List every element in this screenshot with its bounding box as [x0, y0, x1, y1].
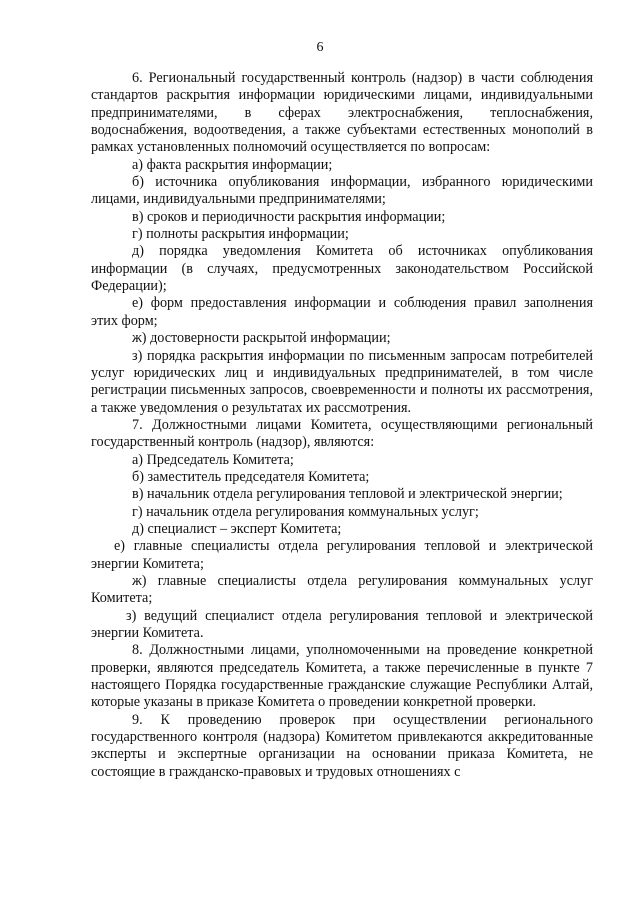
list-item-6b: б) источника опубликования информации, избранного юридическими лицами, индивидуальными предпринимателями;	[91, 174, 593, 208]
paragraph-8: 8. Должностными лицами, уполномоченными на проведение конкретной проверки, являются председатель Комитета, а также перечисленные в пункте 7 настоящего Порядка государственные гражданские служащие Республики Алтай, которые указаны в приказе Комитета о проведении конкретной проверки.	[91, 642, 593, 711]
document-body	[91, 70, 593, 781]
list-item-7g: ж) главные специалисты отдела регулирования коммунальных услуг Комитета;	[91, 572, 593, 607]
list-item-6d: г) полноты раскрытия информации;	[132, 226, 349, 243]
list-item-7c: в) начальник отдела регулирования тепловой и электрической энергии;	[132, 486, 563, 503]
list-item-7e: д) специалист – эксперт Комитета;	[132, 520, 342, 537]
paragraph-6: 6. Региональный государственный контроль (надзор) в части соблюдения стандартов раскрытия информации юридическими лицами, индивидуальными предпринимателями, в сферах электроснабжения, теплоснабжения, водоснабжения, водоотведения, а также субъектами естественных монополий в рамках установленных полномочий осуществляется по вопросам:	[91, 70, 593, 156]
paragraph-9: 9. К проведению проверок при осуществлении регионального государственного контроля (надзора) Комитетом привлекаются аккредитованные эксперты и экспертные организации на основании приказа Комитета, не состоящие в гражданско-правовых и трудовых отношениях с	[91, 711, 593, 780]
paragraph-7: 7. Должностными лицами Комитета, осуществляющими региональный государственный контроль (надзор), являются:	[91, 416, 593, 451]
list-item-6g: ж) достоверности раскрытой информации;	[132, 330, 391, 347]
list-item-6e: д) порядка уведомления Комитета об источниках опубликования информации (в случаях, предусмотренных законодательством Российской Федерации);	[91, 243, 593, 295]
list-item-7a: а) Председатель Комитета;	[132, 451, 294, 468]
list-item-7b: б) заместитель председателя Комитета;	[132, 468, 370, 485]
list-item-7f: е) главные специалисты отдела регулирования тепловой и электрической энергии Комитета;	[91, 538, 593, 572]
list-item-6h: з) порядка раскрытия информации по письменным запросам потребителей услуг юридических лиц и индивидуальных предпринимателей, в том числе регистрации письменных запросов, своевременности и полноты их рассмотрения, а также уведомления о результатах их рассмотрения.	[91, 347, 593, 416]
list-item-6c: в) сроков и периодичности раскрытия информации;	[132, 208, 446, 225]
list-item-7h: з) ведущий специалист отдела регулирования тепловой и электрической энергии Комитета.	[91, 607, 593, 641]
list-item-6f: е) форм предоставления информации и соблюдения правил заполнения этих форм;	[91, 295, 593, 329]
list-item-7d: г) начальник отдела регулирования коммунальных услуг;	[132, 503, 479, 520]
page-number: 6	[316, 40, 324, 55]
list-item-6a: а) факта раскрытия информации;	[132, 156, 333, 173]
